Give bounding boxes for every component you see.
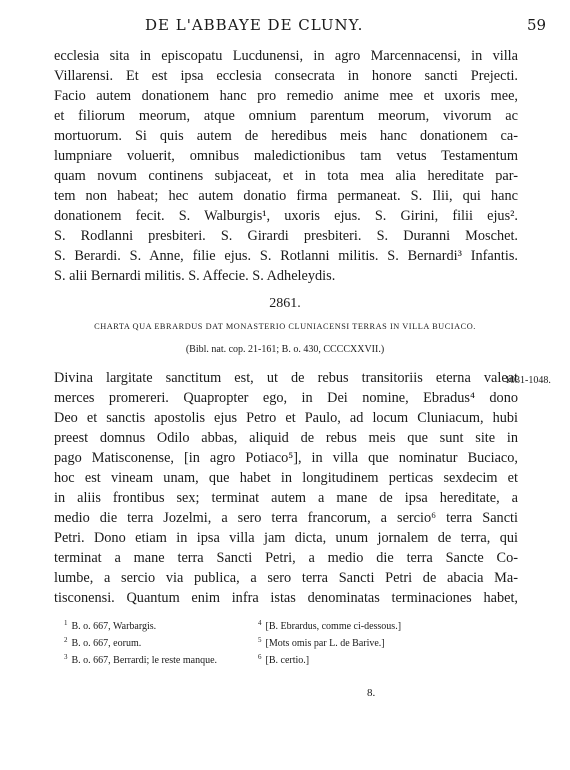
- footnote-mark: 3: [64, 652, 68, 661]
- footnote: [258, 618, 488, 635]
- printer-signature-mark: 8.: [367, 687, 376, 699]
- running-title: DE L'ABBAYE DE CLUNY.: [145, 16, 364, 34]
- text-line: Divina largitate sanctitum est, ut de rebus transitoriis eterna valeat: [54, 370, 518, 386]
- text-line: hoc est vineam unam, que habet in longitudinem perticas sexdecim et: [54, 470, 518, 486]
- text-line: Facio autem donationem hanc pro remedio anime mee et uxoris mee,: [54, 88, 518, 104]
- text-line: quam novum continens subjaceat, et in tota mea alia hereditate par-: [54, 168, 518, 184]
- footnote-mark: 2: [64, 635, 68, 644]
- footnote: [64, 635, 244, 652]
- charter-source-reference: (Bibl. nat. cop. 21-161; B. o. 430, CCCCXXVII.): [185, 344, 385, 355]
- footnote: [64, 618, 244, 635]
- text-line: Petri. Dono etiam in ipsa villa jam dicta, unum jornalem de terra, qui: [54, 530, 518, 546]
- text-line: ecclesia sita in episcopatu Lucdunensi, in agro Marcennacensi, in villa: [54, 48, 518, 64]
- charter-text: [54, 368, 518, 608]
- footnote: [64, 652, 244, 669]
- text-line: Villarensi. Et est ipsa ecclesia consecrata in honore sancti Prejecti.: [54, 68, 518, 84]
- text-line: mortuorum. Si quis autem de heredibus meis hanc donationem ca-: [54, 128, 518, 144]
- text-line: merces promereri. Quapropter ego, in Dei nomine, Ebradus⁴ dono: [54, 390, 518, 406]
- text-line: donationem fecit. S. Walburgis¹, uxoris ejus. S. Girini, filii ejus².: [54, 208, 518, 224]
- footnote-mark: 4: [258, 618, 262, 627]
- footnote-text: B. o. 667, eorum.: [71, 638, 142, 649]
- continued-charter-text: [54, 46, 518, 286]
- text-line: tisconensi. Quantum enim infra istas denominatas terminaciones habet,: [54, 590, 518, 606]
- margin-date: 1031-1048.: [505, 375, 551, 386]
- footnote-text: [B. certio.]: [265, 655, 310, 666]
- charter-number: 2861.: [269, 296, 301, 311]
- footnote-text: [Mots omis par L. de Barive.]: [265, 638, 385, 649]
- text-line: S. alii Bernardi militis. S. Affecie. S. Adheleydis.: [54, 268, 336, 284]
- footnotes-left: [64, 618, 244, 669]
- page-number: 59: [527, 16, 547, 34]
- footnote-mark: 6: [258, 652, 262, 661]
- text-line: medio die terra Jozelmi, a sero terra francorum, a sercio⁶ terra Sancti: [54, 510, 518, 526]
- charter-title: CHARTA QUA EBRARDUS DAT MONASTERIO CLUNIACENSI TERRAS IN VILLA BUCIACO.: [94, 322, 476, 331]
- footnote: [258, 635, 488, 652]
- footnote-mark: 1: [64, 618, 68, 627]
- text-line: terminat a mane terra Sancti Petri, a medio die terra Sancte Co-: [54, 550, 518, 566]
- text-line: in aliis frontibus sex; terminat autem a mane de ipsa hereditate, a: [54, 490, 518, 506]
- text-line: S. Rodlanni presbiteri. S. Girardi presbiteri. S. Duranni Moschet.: [54, 228, 518, 244]
- footnote-text: [B. Ebrardus, comme ci-dessous.]: [265, 621, 402, 632]
- text-line: et filiorum meorum, atque omnium parentum meorum, vivorum ac: [54, 108, 518, 124]
- footnote-text: B. o. 667, Berrardi; le reste manque.: [71, 655, 218, 666]
- footnotes-right: [258, 618, 488, 669]
- text-line: pago Matisconense, [in agro Potiaco⁵], in villa que nominatur Buciaco,: [54, 450, 518, 466]
- footnote-mark: 5: [258, 635, 262, 644]
- footnote-text: B. o. 667, Warbargis.: [71, 621, 157, 632]
- text-line: Deo et sanctis apostolis ejus Petro et Paulo, ad locum Cluniacum, hubi: [54, 410, 518, 426]
- footnote: [258, 652, 488, 669]
- text-line: preest domnus Odilo abbas, aliquid de rebus meis que sunt site in: [54, 430, 518, 446]
- text-line: S. Berardi. S. Anne, filie ejus. S. Rotlanni militis. S. Bernardi³ Infantis.: [54, 248, 518, 264]
- text-line: lumpniare voluerit, omnibus maledictionibus tam vetus Testamentum: [54, 148, 518, 164]
- text-line: tem non habeat; hec autem donatio firma permaneat. S. Ilii, qui hanc: [54, 188, 518, 204]
- text-line: lumbe, a sercio via publica, a sero terra Sancti Petri de abacia Ma-: [54, 570, 518, 586]
